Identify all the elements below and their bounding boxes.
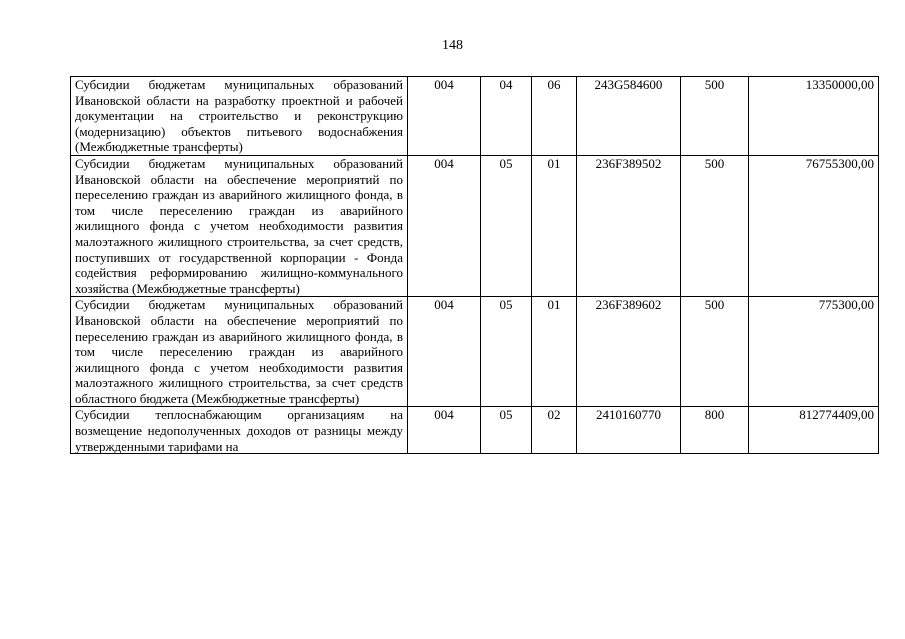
- expense-type-code: 800: [681, 407, 749, 454]
- subsection-code: 01: [532, 155, 577, 296]
- amount: 13350000,00: [749, 77, 879, 156]
- ministry-code: 004: [408, 407, 481, 454]
- ministry-code: 004: [408, 155, 481, 296]
- amount: 775300,00: [749, 297, 879, 407]
- ministry-code: 004: [408, 297, 481, 407]
- target-article-code: 2410160770: [577, 407, 681, 454]
- row-description: Субсидии бюджетам муниципальных образований Ивановской области на разработку проектной и рабочей документации на строительство и реконструкцию (модернизацию) объектов питьевого водоснабжения (Межбюджетные трансферты): [71, 77, 408, 156]
- amount: 812774409,00: [749, 407, 879, 454]
- expense-type-code: 500: [681, 297, 749, 407]
- section-code: 05: [481, 297, 532, 407]
- expense-type-code: 500: [681, 155, 749, 296]
- table-row: [71, 155, 879, 296]
- row-description: Субсидии теплоснабжающим организациям на возмещение недополученных доходов от разницы между утвержденными тарифами на: [75, 407, 403, 454]
- subsection-code: 01: [532, 297, 577, 407]
- table-row: [71, 407, 879, 454]
- target-article-code: 243G584600: [577, 77, 681, 156]
- section-code: 05: [481, 407, 532, 454]
- expense-type-code: 500: [681, 77, 749, 156]
- page-number: 148: [442, 38, 463, 53]
- ministry-code: 004: [408, 77, 481, 156]
- subsection-code: 06: [532, 77, 577, 156]
- target-article-code: 236F389502: [577, 155, 681, 296]
- table-row: [71, 297, 879, 407]
- row-description: Субсидии бюджетам муниципальных образований Ивановской области на обеспечение мероприятий по переселению граждан из аварийного жилищного фонда, в том числе переселению граждан из аварийного жилищного фонда с учетом необходимости развития малоэтажного жилищного строительства, за счет средств, поступивших от государственной корпорации - Фонда содействия реформированию жилищно-коммунального хозяйства (Межбюджетные трансферты): [71, 155, 408, 296]
- row-description: Субсидии бюджетам муниципальных образований Ивановской области на обеспечение мероприятий по переселению граждан из аварийного жилищного фонда, в том числе переселению граждан из аварийного жилищного фонда с учетом необходимости развития малоэтажного жилищного строительства, за счет средств областного бюджета (Межбюджетные трансферты): [71, 297, 408, 407]
- table-row: [71, 77, 879, 156]
- subsection-code: 02: [532, 407, 577, 454]
- target-article-code: 236F389602: [577, 297, 681, 407]
- row-description-cell: [71, 407, 408, 454]
- budget-table: [70, 76, 879, 454]
- section-code: 04: [481, 77, 532, 156]
- section-code: 05: [481, 155, 532, 296]
- amount: 76755300,00: [749, 155, 879, 296]
